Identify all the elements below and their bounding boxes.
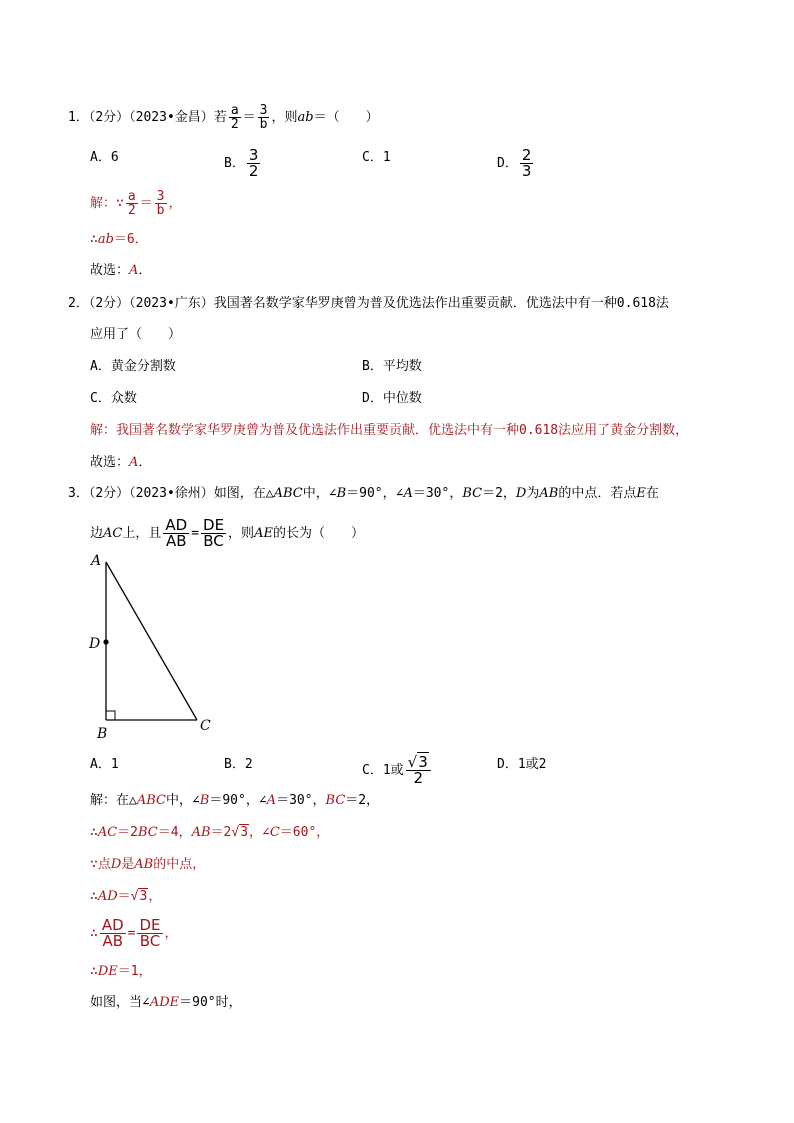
q1-solution-line-1: 解：∵ $\frac{a}{2}$ ＝ $\frac{3}{b}$ ， (90, 189, 182, 218)
q2-option-d: D．中位数 (362, 391, 422, 406)
right-angle-marker (106, 711, 115, 720)
q1-option-a: A．6 (90, 150, 119, 165)
q2-solution-line-1: 解：我国著名数学家华罗庚曾为普及优选法作出重要贡献．优选法中有一种0.618法应用了黄金分割数， (90, 423, 689, 438)
q3-solution-line-3: ∵点D是AB的中点， (90, 857, 206, 872)
label-d: D (89, 636, 101, 652)
q3-option-a: A．1 (90, 757, 119, 772)
q2-option-c: C．众数 (90, 391, 137, 406)
q3-option-d: D．1或2 (497, 757, 547, 772)
label-b: B (97, 726, 108, 740)
label-c: C (200, 718, 211, 734)
q2-stem-line-2: 应用了（ ） (90, 327, 182, 342)
q3-solution-line-7: 如图，当∠ADE＝90°时， (90, 995, 242, 1010)
q1-option-d: D． $\frac{2}{3}$ (497, 146, 532, 180)
q1-fraction-3-b: $\frac{3}{b}$ (259, 103, 268, 132)
q3-triangle-figure (85, 550, 225, 740)
q1-option-c: C．1 (362, 150, 391, 165)
q2-stem-line-1: 2．（2分）（2023•广东）我国著名数学家华罗庚曾为普及优选法作出重要贡献．优选法中有一种0.618法 (68, 296, 669, 311)
q3-solution-line-4: ∴AD＝√3， (90, 889, 162, 904)
q3-solution-line-2: ∴AC＝2BC＝4，AB＝2√3，∠C＝60°， (90, 825, 330, 840)
q3-option-b: B．2 (224, 757, 253, 772)
side-ac (106, 562, 197, 720)
q1-solution-line-2: ∴ab＝6． (90, 232, 148, 247)
q3-stem-line-1: 3．（2分）（2023•徐州）如图，在△ABC中，∠B＝90°，∠A＝30°，BC＝2，D为AB的中点．若点E在 (68, 486, 659, 501)
q3-solution-line-1: 解：在△ABC中，∠B＝90°，∠A＝30°，BC＝2， (90, 793, 380, 808)
label-a: A (91, 553, 102, 569)
q2-option-a: A．黄金分割数 (90, 359, 176, 374)
q3-solution-line-5: ∴ $\frac{AD}{AB}$ = $\frac{DE}{BC}$ ， (90, 916, 178, 950)
q1-answer: 故选：A． (90, 263, 152, 278)
q2-option-b: B．平均数 (362, 359, 422, 374)
q2-answer: 故选：A． (90, 455, 152, 470)
q1-fraction-a-2: $\frac{a}{2}$ (230, 103, 239, 132)
point-d (103, 639, 108, 644)
q1-stem: 1．（2分）（2023•金昌）若 $\frac{a}{2}$ ＝ $\frac{3}{b}$ ，则ab＝（ ） (68, 103, 379, 132)
q3-option-c: C．1或 $\frac{√3}{2}$ (362, 755, 433, 786)
q3-solution-line-6: ∴DE＝1， (90, 964, 152, 979)
q1-option-b: B． $\frac{3}{2}$ (224, 146, 259, 180)
q3-stem-line-2: 边AC上，且 $\frac{AD}{AB}$ = $\frac{DE}{BC}$ ，则AE的长为（ ） (90, 516, 364, 550)
